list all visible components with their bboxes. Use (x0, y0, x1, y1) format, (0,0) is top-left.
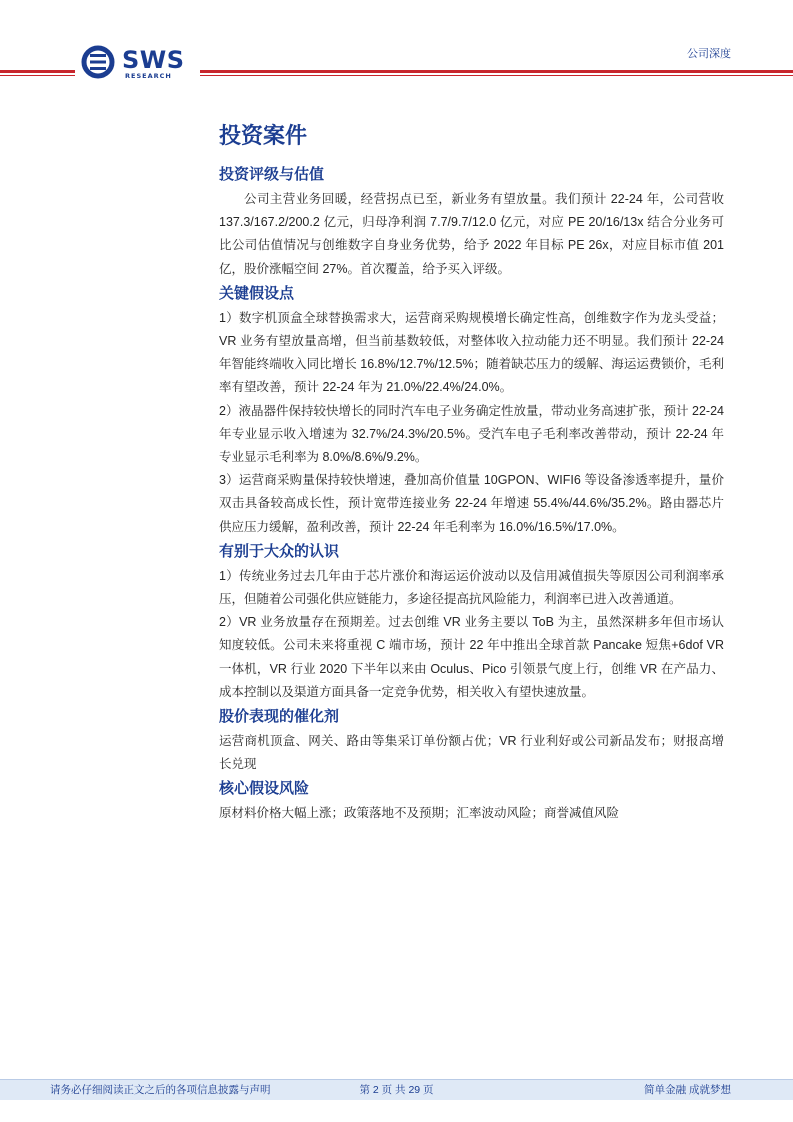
section-rating-valuation (219, 162, 724, 281)
section-paragraph: 2）VR 业务放量存在预期差。过去创维 VR 业务主要以 ToB 为主，虽然深耕多年但市场认知度较低。公司未来将重视 C 端市场，预计 22 年中推出全球首款 Pancake 短焦+6dof VR 一体机，VR 行业 2020 下半年以来由 Oculus、Pico 引领景气度上行，创维 VR 在产品力、成本控制以及渠道方面具备一定竞争优势，相关收入有望快速放量。 (219, 615, 724, 699)
footer-disclaimer: 请务必仔细阅读正文之后的各项信息披露与声明 (50, 1084, 271, 1096)
section-heading: 投资评级与估值 (219, 166, 325, 183)
section-paragraph: 运营商机顶盒、网关、路由等集采订单份额占优；VR 行业利好或公司新品发布；财报高增长兑现 (219, 734, 724, 772)
section-heading: 核心假设风险 (219, 780, 310, 798)
section-heading: 有别于大众的认识 (219, 542, 340, 560)
section-heading: 股价表现的催化剂 (219, 708, 340, 726)
section-paragraph: 1）传统业务过去几年由于芯片涨价和海运运价波动以及信用减值损失等原因公司利润率承压，但随着公司强化供应链能力，多途径提高抗风险能力，利润率已进入改善通道。 (219, 568, 724, 607)
logo-text: SWS (122, 46, 185, 74)
section-key-assumptions (219, 281, 724, 539)
page-title: 投资案件 (219, 123, 308, 148)
section-paragraph: 1）数字机顶盒全球替换需求大，运营商采购规模增长确定性高，创维数字作为龙头受益；VR 业务有望放量高增，但当前基数较低，对整体收入拉动能力还不明显。我们预计 22-24 年智能终端收入同比增长 16.8%/12.7%/12.5%；随着缺芯压力的缓解、海运运费锁价，毛利率有望改善，预计 22-24 年为 21.0%/22.4%/24.0%。 (219, 310, 724, 395)
header-rule-thin (200, 75, 793, 76)
section-paragraph: 公司主营业务回暖，经营拐点已至，新业务有望放量。我们预计 22-24 年，公司营收 137.3/167.2/200.2 亿元，归母净利润 7.7/9.7/12.0 亿元，对应 PE 20/16/13x 结合分业务可比公司估值情况与创维数字自身业务优势，给予 2022 年目标 PE 26x，对应目标市值 201 亿，股价涨幅空间 27%。首次覆盖，给予买入评级。 (219, 192, 724, 276)
section-paragraph: 3）运营商采购量保持较快增速，叠加高价值量 10GPON、WIFI6 等设备渗透率提升，量价双击具备较高成长性，预计宽带连接业务 22-24 年增速 55.4%/44.6%/35.2%。路由器芯片供应压力缓解，盈利改善，预计 22-24 年毛利率为 16.0%/16.5%/17.0%。 (219, 473, 724, 534)
section-differentiated-view (219, 539, 724, 704)
header-rule (0, 70, 75, 73)
sws-logo-icon (78, 44, 118, 80)
section-catalysts (219, 704, 724, 776)
section-heading: 关键假设点 (219, 284, 295, 302)
company-logo (78, 42, 188, 82)
main-content (219, 118, 724, 826)
header-rule (200, 70, 793, 73)
report-type-tag: 公司深度 (687, 48, 731, 60)
footer-slogan: 简单金融 成就梦想 (644, 1084, 731, 1096)
section-paragraph: 2）液晶器件保持较快增长的同时汽车电子业务确定性放量，带动业务高速扩张，预计 22-24 年专业显示收入增速为 32.7%/24.3%/20.5%。受汽车电子毛利率改善带动，预计 22-24 年专业显示毛利率为 8.0%/8.6%/9.2%。 (219, 403, 724, 465)
section-core-risks (219, 776, 724, 825)
logo-subtext: RESEARCH (125, 72, 172, 80)
section-paragraph: 原材料价格大幅上涨；政策落地不及预期；汇率波动风险；商誉减值风险 (219, 806, 620, 821)
page-number: 第 2 页 共 29 页 (359, 1084, 434, 1096)
header-rule-thin (0, 75, 75, 76)
